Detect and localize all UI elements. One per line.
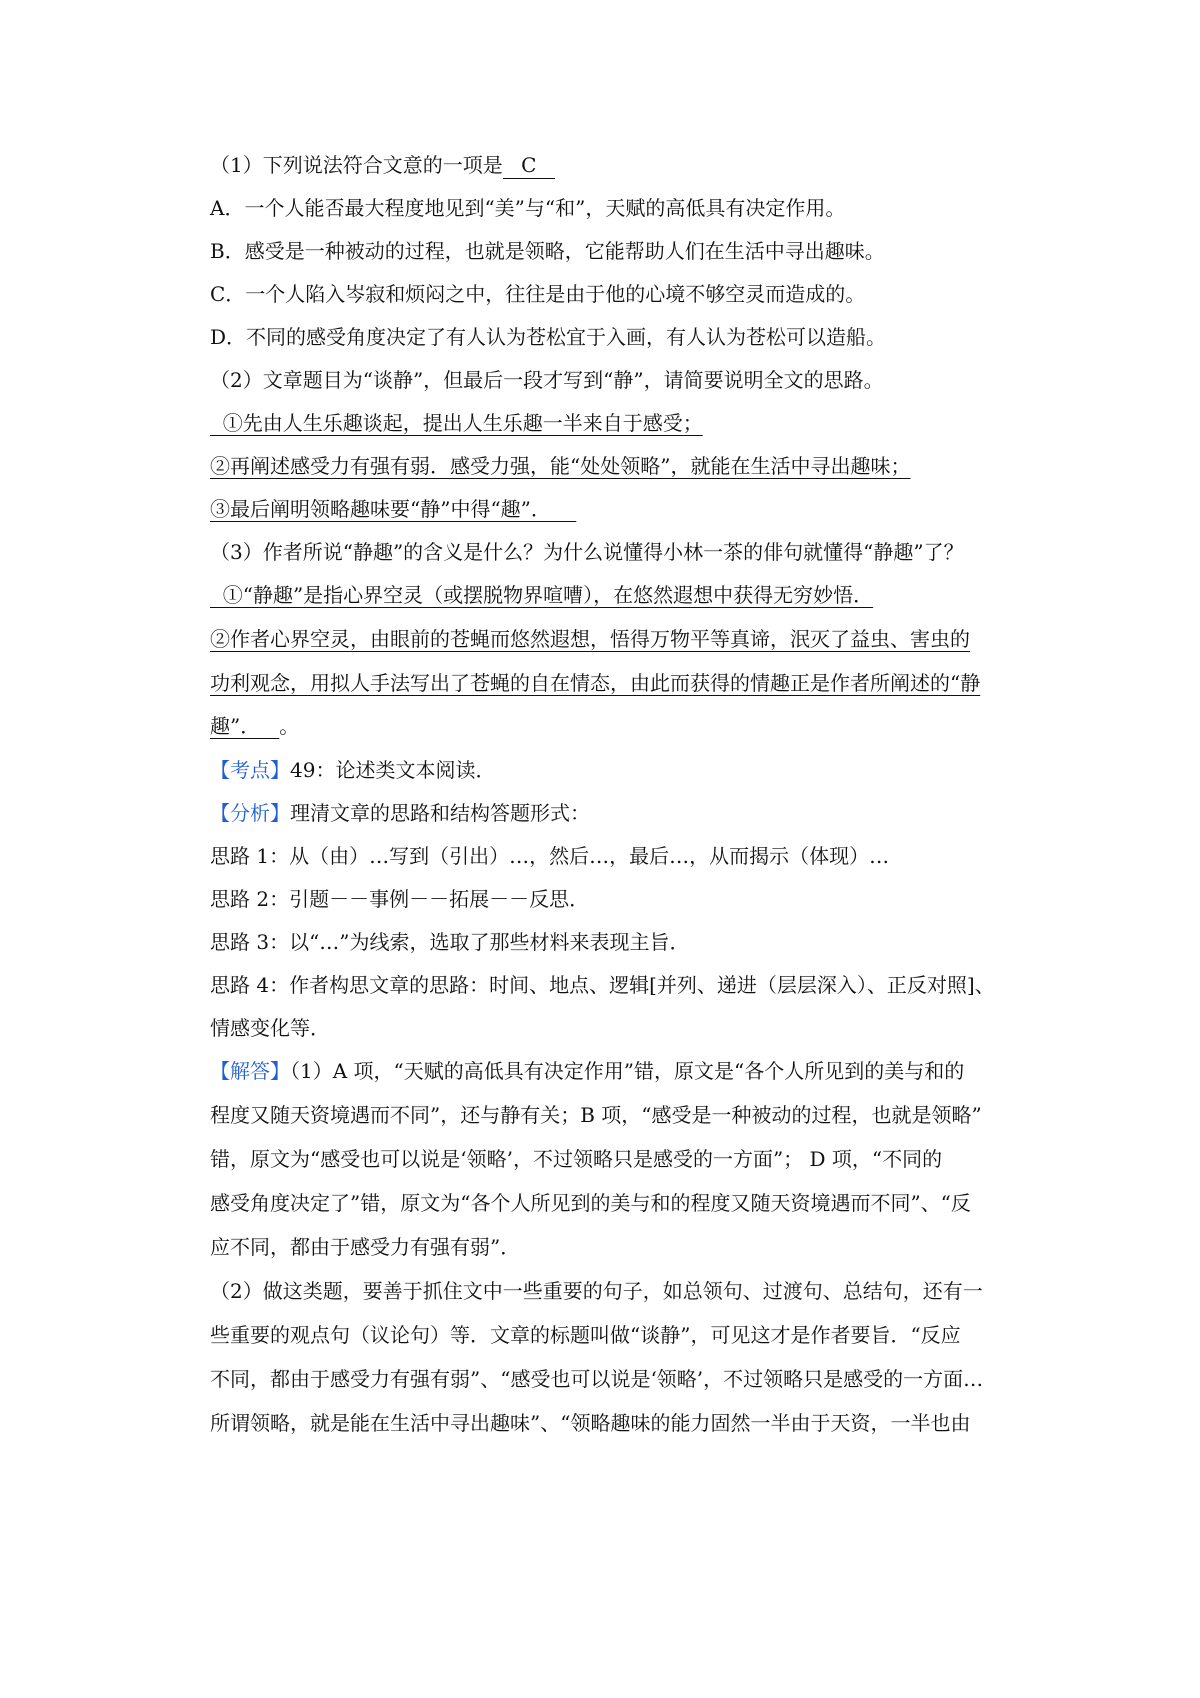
q1-stem: （1）下列说法符合文意的一项是 bbox=[210, 153, 503, 177]
q1-option-b: B．感受是一种被动的过程，也就是领略，它能帮助人们在生活中寻出趣味。 bbox=[210, 239, 885, 263]
jieda-line-2: 程度又随天资境遇而不同”，还与静有关；B 项，“感受是一种被动的过程，也就是领略” bbox=[210, 1103, 982, 1127]
fenxi-approach-2: 思路 2：引题－－事例－－拓展－－反思． bbox=[210, 887, 590, 911]
q1-option-d: D．不同的感受角度决定了有人认为苍松宜于入画，有人认为苍松可以造船。 bbox=[210, 325, 887, 349]
q3-answer-line-2: ②作者心界空灵，由眼前的苍蝇而悠然遐想，悟得万物平等真谛，泯灭了益虫、害虫的 bbox=[210, 627, 970, 651]
q3-stem: （3）作者所说“静趣”的含义是什么？为什么说懂得小林一茶的俳句就懂得“静趣”了？ bbox=[210, 540, 964, 564]
jieda-first: （1）A 项，“天赋的高低具有决定作用”错，原文是“各个人所见到的美与和的 bbox=[290, 1059, 965, 1083]
q1-option-a: A．一个人能否最大程度地见到“美”与“和”，天赋的高低具有决定作用。 bbox=[210, 196, 846, 220]
q2-answer-line-1: ①先由人生乐趣谈起，提出人生乐趣一半来自于感受； bbox=[210, 411, 703, 435]
q2-answer-line-2: ②再阐述感受力有强有弱．感受力强，能“处处领略”，就能在生活中寻出趣味； bbox=[210, 454, 911, 478]
q3-answer-line-1: ①“静趣”是指心界空灵（或摆脱物界喧嘈），在悠然遐想中获得无穷妙悟． bbox=[210, 583, 874, 607]
kaodian-tag: 【考点】 bbox=[210, 758, 290, 782]
q3-answer-line-4: 趣”． bbox=[210, 714, 280, 738]
fenxi-tag: 【分析】 bbox=[210, 801, 290, 825]
q3-end-mark: 。 bbox=[279, 714, 300, 738]
jieda-line-8: 不同，都由于感受力有强有弱”、“感受也可以说是‘领略’，不过领略只是感受的一方面… bbox=[210, 1367, 984, 1391]
fenxi-approach-3: 思路 3：以“…”为线索，选取了那些材料来表现主旨． bbox=[210, 930, 690, 954]
jieda-line-4: 感受角度决定了”错，原文为“各个人所见到的美与和的程度又随天资境遇而不同”、“反 bbox=[210, 1191, 971, 1215]
fenxi-approach-4: 思路 4：作者构思文章的思路：时间、地点、逻辑[并列、递进（层层深入）、正反对照]、 bbox=[210, 973, 995, 997]
fenxi-approach-1: 思路 1：从（由）…写到（引出）…，然后…，最后…，从而揭示（体现）… bbox=[210, 844, 890, 868]
fenxi-line bbox=[210, 798, 1030, 828]
q3-answer-line-3: 功利观念，用拟人手法写出了苍蝇的自在情态，由此而获得的情趣正是作者所阐述的“静 bbox=[210, 671, 981, 695]
jieda-line bbox=[210, 1056, 1030, 1086]
jieda-tag: 【解答】 bbox=[210, 1059, 290, 1083]
kaodian-text: 49：论述类文本阅读． bbox=[290, 758, 496, 782]
jieda-line-3: 错，原文为“感受也可以说是‘领略’，不过领略只是感受的一方面”； D 项，“不同的 bbox=[210, 1147, 943, 1171]
jieda-line-6: （2）做这类题，要善于抓住文中一些重要的句子，如总领句、过渡句、总结句，还有一 bbox=[210, 1279, 983, 1303]
q3-answer-line-4-row bbox=[210, 711, 1030, 741]
q2-stem: （2）文章题目为“谈静”，但最后一段才写到“静”，请简要说明全文的思路。 bbox=[210, 368, 884, 392]
q2-answer-line-3: ③最后阐明领略趣味要“静”中得“趣”． bbox=[210, 497, 577, 521]
jieda-line-5: 应不同，都由于感受力有强有弱”． bbox=[210, 1235, 521, 1259]
jieda-line-9: 所谓领略，就是能在生活中寻出趣味”、“领略趣味的能力固然一半由于天资，一半也由 bbox=[210, 1411, 971, 1435]
jieda-line-7: 些重要的观点句（议论句）等．文章的标题叫做“谈静”，可见这才是作者要旨．“反应 bbox=[210, 1323, 961, 1347]
q1-answer-blank: C bbox=[503, 152, 555, 179]
q1-stem-line bbox=[210, 150, 1030, 180]
q1-option-c: C．一个人陷入岑寂和烦闷之中，往往是由于他的心境不够空灵而造成的。 bbox=[210, 282, 866, 306]
fenxi-approach-4-cont: 情感变化等． bbox=[210, 1016, 330, 1040]
fenxi-text: 理清文章的思路和结构答题形式： bbox=[290, 801, 590, 825]
kaodian-line bbox=[210, 755, 1030, 785]
